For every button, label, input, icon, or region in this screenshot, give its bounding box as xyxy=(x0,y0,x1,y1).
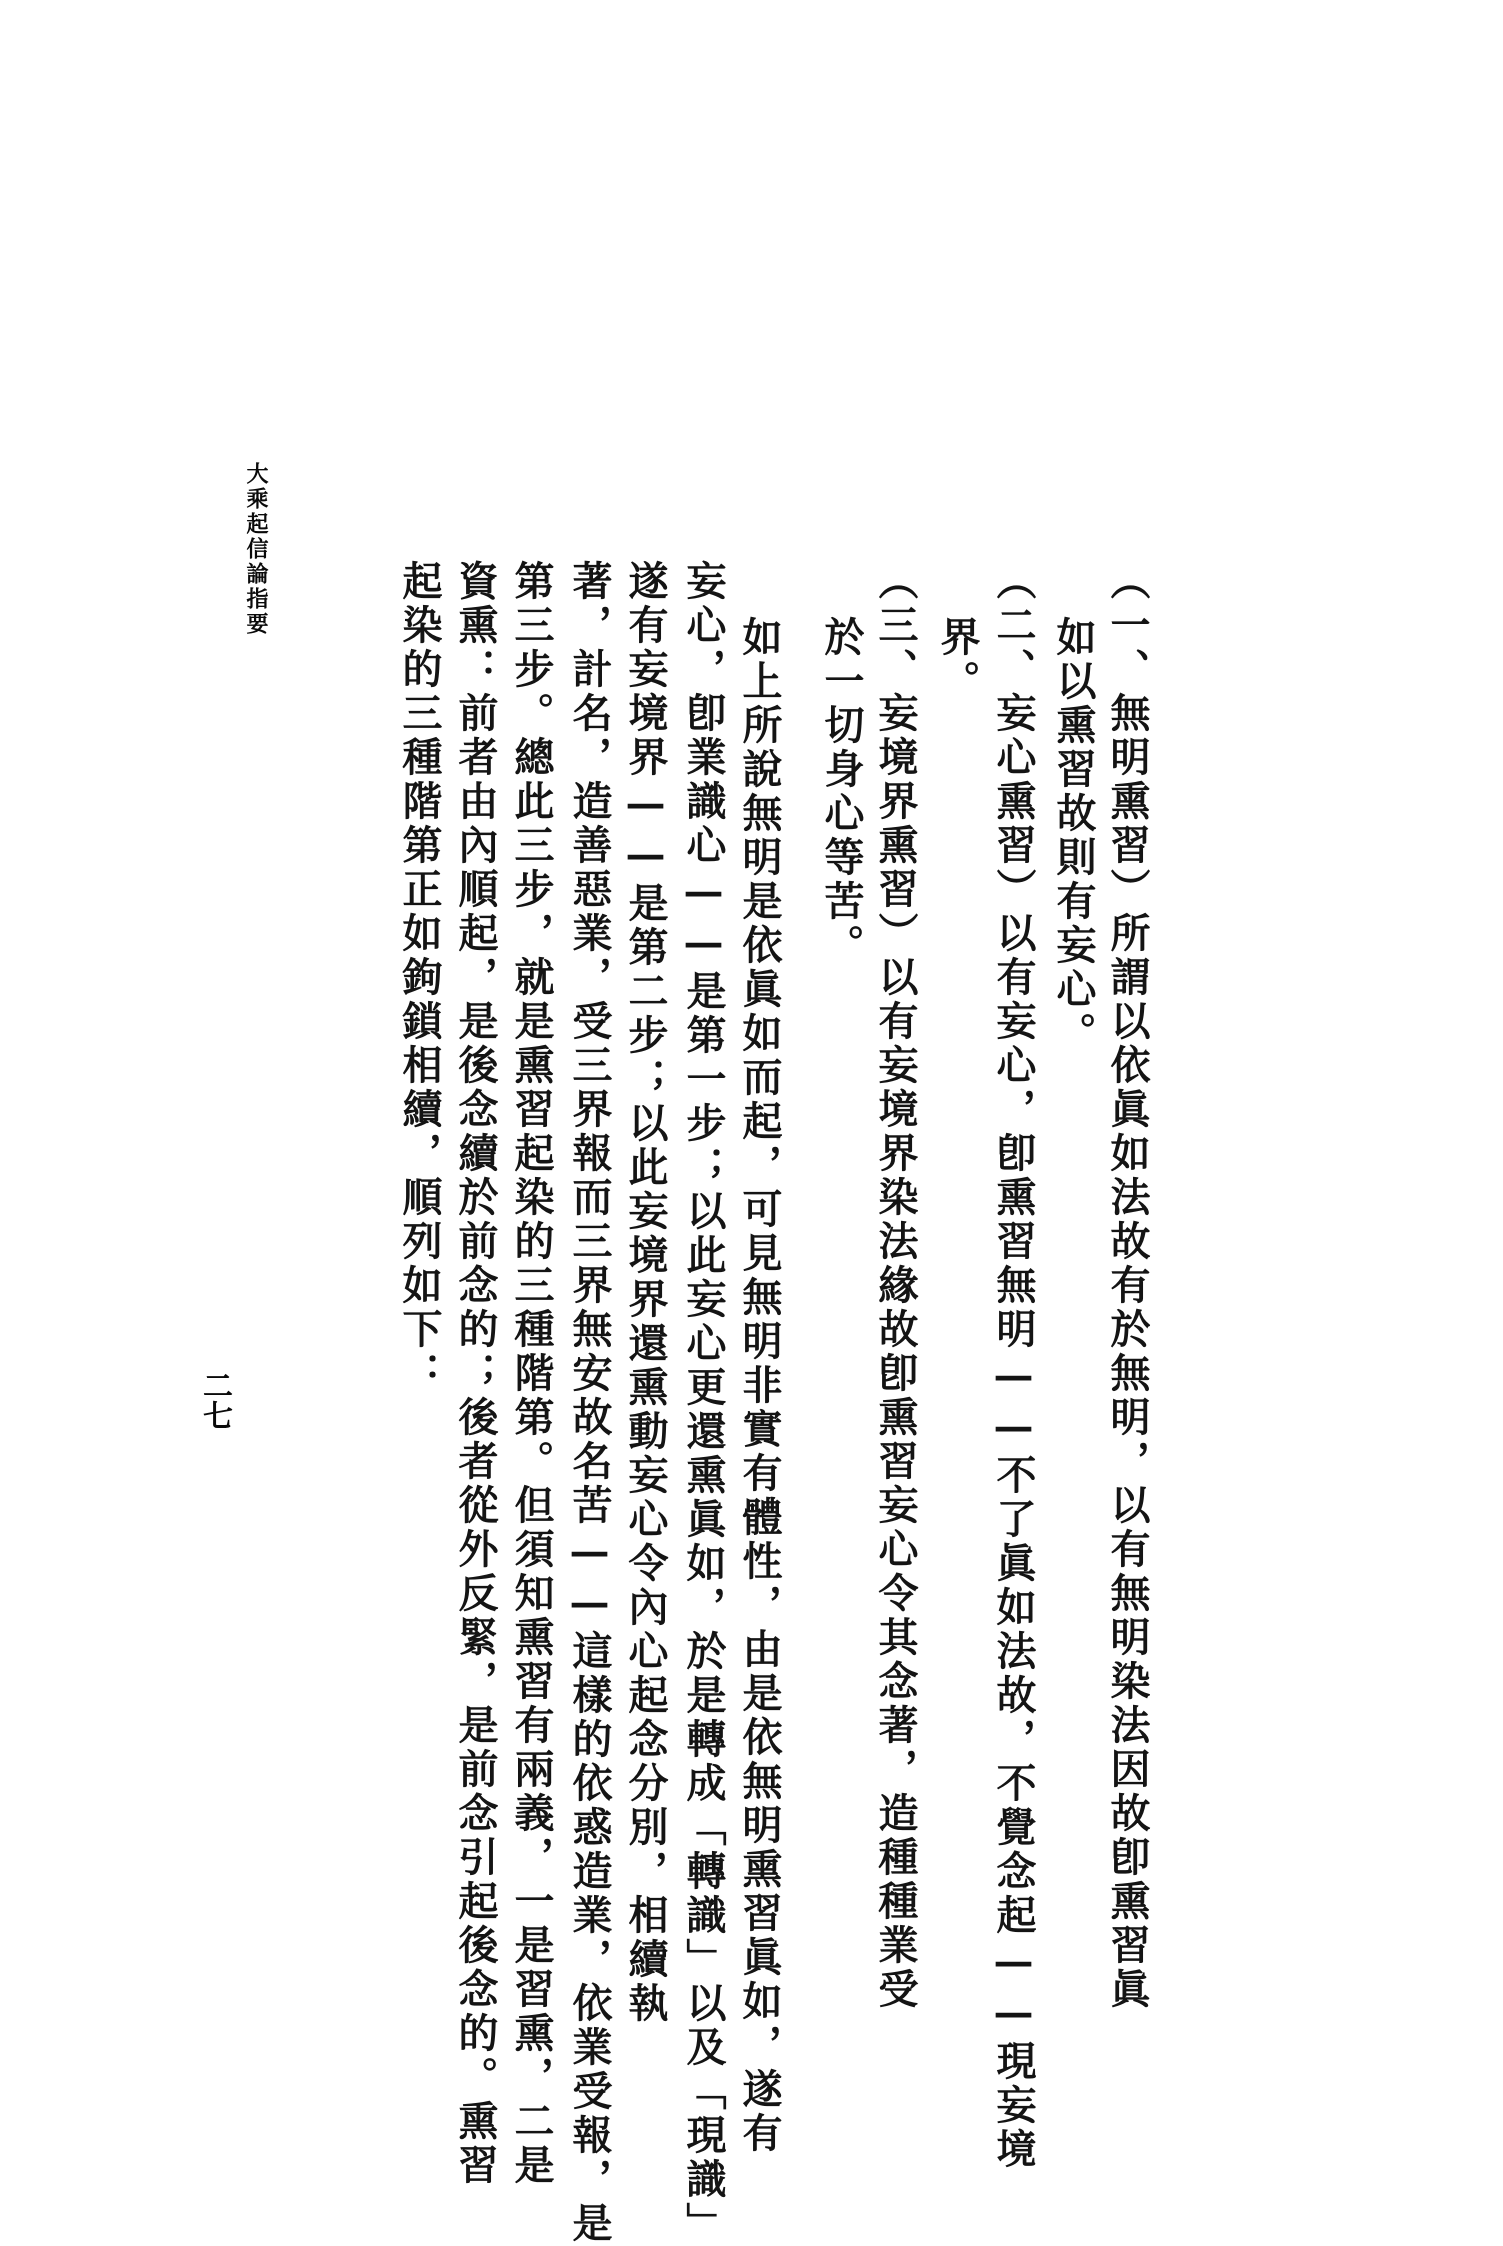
text-line-7: 如上所說無明是依眞如而起，可見無明非實有體性，由是依無明熏習眞如，遂有 xyxy=(736,616,783,2156)
text-line-1: （一、無明熏習）所謂以依眞如法故有於無明，以有無明染法因故卽熏習眞 xyxy=(1104,560,1151,2012)
text-line-11: 第三步。總此三步，就是熏習起染的三種階第。但須知熏習有兩義，一是習熏，二是 xyxy=(508,560,555,2188)
text-line-10: 著，計名，造善惡業，受三界報而三界無安故名苦——這樣的依惑造業，依業受報，是 xyxy=(566,560,613,2246)
text-line-5: （三、妄境界熏習）以有妄境界染法緣故卽熏習妄心令其念著，造種種業受 xyxy=(872,560,919,2012)
page-number: 二七 xyxy=(197,1370,232,1430)
text-line-8: 妄心，卽業識心——是第一步；以此妄心更還熏眞如，於是轉成「轉識」以及「現識」 xyxy=(680,560,727,2246)
running-title: 大乘起信論指要 xyxy=(243,462,268,637)
text-line-2: 如以熏習故則有妄心。 xyxy=(1050,616,1097,1056)
text-line-12: 資熏：前者由內順起，是後念續於前念的；後者從外反緊，是前念引起後念的。熏習 xyxy=(452,560,499,2188)
text-line-13: 起染的三種階第正如鉤鎖相續，順列如下： xyxy=(396,560,443,1396)
text-line-9: 遂有妄境界——是第二步；以此妄境界還熏動妄心令內心起念分別，相續執 xyxy=(622,560,669,2026)
text-line-3: （二、妄心熏習）以有妄心，卽熏習無明——不了眞如法故，不覺念起——現妄境 xyxy=(990,560,1037,2172)
text-line-6: 於一切身心等苦。 xyxy=(818,616,865,968)
text-line-4: 界。 xyxy=(934,616,981,704)
